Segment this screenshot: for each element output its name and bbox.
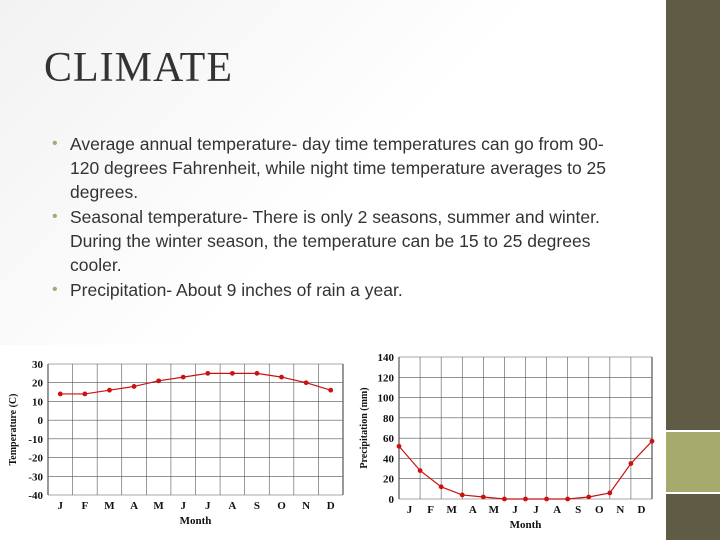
temperature-x-axis-label: Month bbox=[179, 515, 212, 527]
precipitation-x-tick-label: F bbox=[427, 504, 434, 516]
bullet-item-seasonal bbox=[52, 205, 632, 277]
temperature-y-tick-label: -30 bbox=[28, 471, 43, 484]
precipitation-x-tick-label: A bbox=[468, 504, 477, 516]
temperature-data-point bbox=[328, 388, 333, 393]
temperature-data-point bbox=[230, 371, 235, 376]
temperature-data-point bbox=[205, 371, 210, 376]
bullet-text: Precipitation- About 9 inches of rain a year. bbox=[70, 280, 403, 300]
precipitation-data-point bbox=[586, 495, 591, 500]
precipitation-data-point bbox=[481, 495, 486, 500]
temperature-x-tick-label: F bbox=[81, 500, 89, 512]
temperature-x-tick-label: O bbox=[277, 500, 286, 512]
bullet-text: Seasonal temperature- There is only 2 seasons, summer and winter. During the winter season, the temperature can be 15 to 25 degrees cooler. bbox=[70, 207, 600, 275]
temperature-data-point bbox=[279, 375, 284, 380]
precipitation-data-point bbox=[607, 491, 612, 496]
temperature-x-tick-label: A bbox=[228, 500, 237, 512]
temperature-y-tick-label: -10 bbox=[28, 433, 43, 446]
temperature-x-tick-label: J bbox=[180, 500, 186, 512]
temperature-y-axis-label: Temperature (C) bbox=[8, 393, 19, 466]
precipitation-data-point bbox=[397, 444, 402, 449]
slide-title: CLIMATE bbox=[44, 45, 233, 91]
temperature-data-point bbox=[82, 392, 87, 397]
temperature-y-tick-label: 0 bbox=[37, 415, 43, 428]
temperature-y-tick-label: 10 bbox=[32, 396, 43, 409]
temperature-data-point bbox=[132, 384, 137, 389]
temperature-y-tick-label: 30 bbox=[32, 359, 43, 371]
temperature-data-point bbox=[58, 392, 63, 397]
sidebar-decoration-bottom bbox=[666, 494, 720, 540]
sidebar-decoration-top bbox=[666, 0, 720, 430]
precipitation-x-tick-label: O bbox=[595, 504, 604, 516]
precipitation-y-tick-label: 40 bbox=[383, 453, 394, 466]
precipitation-x-axis-label: Month bbox=[509, 519, 542, 531]
precipitation-data-point bbox=[629, 461, 634, 466]
bullet-text: Average annual temperature- day time temperatures can go from 90-120 degrees Fahrenheit, while night time temperature averages to 25 degrees. bbox=[70, 134, 607, 202]
temperature-y-tick-label: -40 bbox=[28, 490, 43, 502]
bullet-dot-icon: • bbox=[52, 135, 58, 152]
precipitation-data-point bbox=[439, 484, 444, 489]
temperature-y-tick-label: 20 bbox=[32, 377, 43, 390]
temperature-chart-svg bbox=[0, 345, 355, 535]
temperature-data-point bbox=[107, 388, 112, 393]
bullet-item-precipitation bbox=[52, 278, 632, 302]
precipitation-data-point bbox=[544, 497, 549, 502]
precipitation-y-tick-label: 60 bbox=[383, 433, 394, 446]
precipitation-y-tick-label: 80 bbox=[383, 412, 394, 425]
precipitation-y-tick-label: 0 bbox=[388, 494, 394, 506]
temperature-x-tick-label: J bbox=[57, 500, 64, 512]
precipitation-y-tick-label: 100 bbox=[377, 392, 394, 405]
precipitation-y-tick-label: 140 bbox=[377, 352, 394, 364]
temperature-x-tick-label: D bbox=[326, 500, 335, 512]
temperature-x-tick-label: J bbox=[205, 500, 211, 512]
temperature-data-point bbox=[255, 371, 260, 376]
precipitation-x-tick-label: A bbox=[553, 504, 562, 516]
temperature-x-tick-label: M bbox=[153, 500, 164, 512]
temperature-data-point bbox=[156, 378, 161, 383]
precipitation-x-tick-label: N bbox=[616, 504, 625, 516]
precipitation-x-tick-label: M bbox=[488, 504, 500, 516]
temperature-chart bbox=[0, 345, 355, 535]
precipitation-x-tick-label: J bbox=[512, 504, 518, 516]
precipitation-data-point bbox=[523, 497, 528, 502]
precipitation-data-point bbox=[650, 439, 655, 444]
precipitation-data-point bbox=[460, 493, 465, 498]
precipitation-y-tick-label: 20 bbox=[383, 473, 394, 486]
temperature-x-tick-label: S bbox=[253, 500, 261, 512]
precipitation-data-point bbox=[418, 468, 423, 473]
precipitation-x-tick-label: M bbox=[446, 504, 457, 516]
precipitation-data-point bbox=[565, 497, 570, 502]
precipitation-x-tick-label: D bbox=[637, 504, 646, 516]
sidebar-decoration-accent bbox=[666, 432, 720, 492]
precipitation-x-tick-label: J bbox=[533, 504, 539, 516]
temperature-y-tick-label: -20 bbox=[28, 452, 43, 465]
precipitation-y-tick-label: 120 bbox=[377, 372, 394, 385]
bullet-dot-icon: • bbox=[52, 208, 58, 225]
temperature-x-tick-label: N bbox=[302, 500, 311, 512]
bullet-item-temperature bbox=[52, 132, 632, 204]
precipitation-chart-svg bbox=[355, 345, 660, 535]
bullet-list bbox=[52, 132, 632, 303]
temperature-x-tick-label: M bbox=[104, 500, 115, 512]
precipitation-y-axis-label: Precipitation (mm) bbox=[359, 387, 370, 469]
precipitation-x-tick-label: S bbox=[575, 504, 582, 516]
precipitation-chart bbox=[355, 345, 660, 535]
temperature-data-point bbox=[304, 380, 309, 385]
precipitation-data-point bbox=[502, 497, 507, 502]
temperature-x-tick-label: A bbox=[130, 500, 139, 512]
precipitation-x-tick-label: J bbox=[406, 504, 413, 516]
bullet-dot-icon: • bbox=[52, 281, 58, 298]
temperature-data-point bbox=[181, 375, 186, 380]
